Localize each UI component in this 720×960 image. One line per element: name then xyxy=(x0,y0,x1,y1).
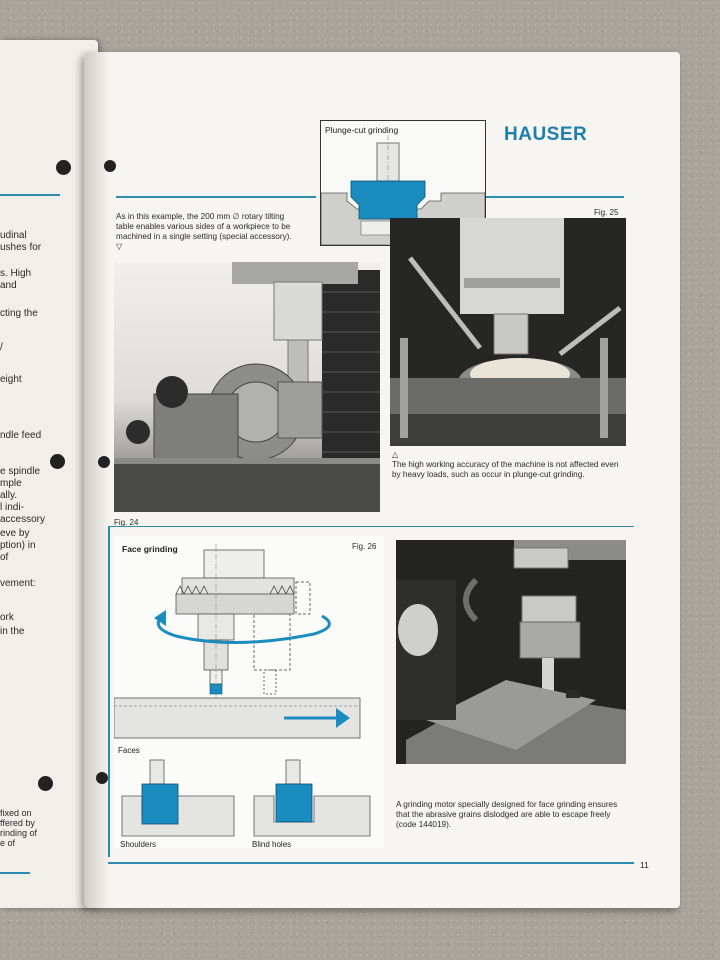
left-text-line: ndle feed xyxy=(0,430,42,441)
top-rule-right xyxy=(484,196,624,198)
left-text-line: and xyxy=(0,280,17,291)
binder-hole xyxy=(56,160,71,175)
left-text-line: of xyxy=(0,552,9,563)
left-text-line: l indi- xyxy=(0,502,24,513)
fig25-caption: The high working accuracy of the machine is not affected even by heavy loads, such as occur in plunge-cut grinding. xyxy=(392,460,619,479)
left-text-line: in the xyxy=(0,626,25,637)
left-text-line: ork xyxy=(0,612,14,623)
left-text-line: fixed on xyxy=(0,808,32,818)
left-text-line: e of xyxy=(0,838,16,848)
up-triangle-icon: △ xyxy=(392,450,399,459)
left-text-line: ption) in xyxy=(0,540,36,551)
binder-hole xyxy=(50,454,65,469)
page-number: 11 xyxy=(640,860,649,870)
fig25-label: Fig. 25 xyxy=(594,208,619,217)
bottom-rule xyxy=(108,862,634,864)
left-text-line: eight xyxy=(0,374,22,385)
face-grinding-diagram xyxy=(114,536,384,848)
left-text-line: udinal xyxy=(0,230,27,241)
plunge-grinding-illustration xyxy=(390,218,626,446)
binder-hole xyxy=(96,772,108,784)
fig24-label: Fig. 24 xyxy=(114,518,139,527)
left-text-line: ally. xyxy=(0,490,18,501)
top-rule-left xyxy=(116,196,316,198)
fig25-photo xyxy=(390,218,626,446)
fig26-photo xyxy=(396,540,626,764)
fig24-photo xyxy=(114,262,380,512)
binder-hole xyxy=(98,456,110,468)
faces-label: Faces xyxy=(118,746,140,755)
hauser-logo: HAUSER xyxy=(504,124,588,145)
shoulders-label: Shoulders xyxy=(120,840,157,849)
left-text-line: ffered by xyxy=(0,818,35,828)
face-grinding-motor-illustration xyxy=(396,540,626,764)
left-text-line: ushes for xyxy=(0,242,42,253)
right-page xyxy=(84,52,680,908)
left-text-line: e spindle xyxy=(0,466,41,477)
blind-holes-label: Blind holes xyxy=(252,840,292,849)
face-grinding-drawing xyxy=(114,536,384,848)
left-text-line: cting the xyxy=(0,308,38,319)
rotary-table-illustration xyxy=(114,262,380,512)
binder-hole xyxy=(38,776,53,791)
left-text-line: vement: xyxy=(0,578,36,589)
left-page-bottom-rule xyxy=(0,872,30,874)
down-triangle-icon: ▽ xyxy=(116,242,123,251)
left-text-line: mple xyxy=(0,478,22,489)
left-text-line: / xyxy=(0,342,3,353)
plunge-cut-title: Plunge-cut grinding xyxy=(325,125,399,135)
fig26-label: Fig. 26 xyxy=(352,542,377,551)
left-text-line: rinding of xyxy=(0,828,38,838)
binder-hole xyxy=(104,160,116,172)
fig24-caption: As in this example, the 200 mm ∅ rotary tilting table enables various sides of a workpiece to be machined in a single setting (special accessory). xyxy=(116,212,292,241)
face-grinding-title: Face grinding xyxy=(122,544,178,554)
left-text-line: s. High xyxy=(0,268,32,279)
left-text-line: accessory xyxy=(0,514,46,525)
left-page-rule xyxy=(0,194,60,196)
fig26-caption: A grinding motor specially designed for face grinding ensures that the abrasive grains dislodged are able to escape freely (code 144019). xyxy=(396,800,618,829)
left-text-line: eve by xyxy=(0,528,30,539)
